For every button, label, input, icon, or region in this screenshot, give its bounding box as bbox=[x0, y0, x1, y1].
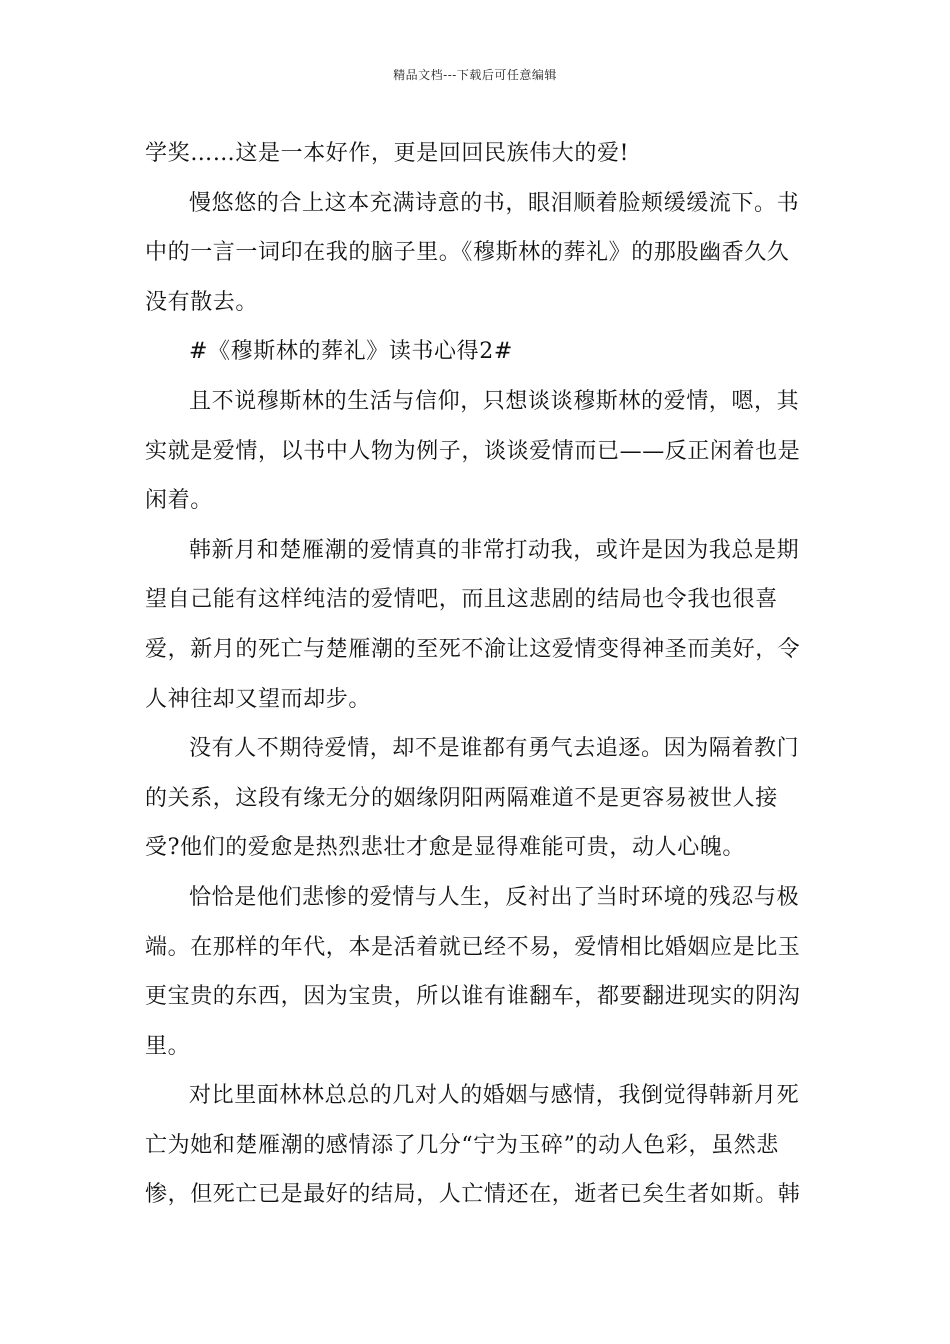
paragraph: 韩新月和楚雁潮的爱情真的非常打动我，或许是因为我总是期望自己能有这样纯洁的爱情吧，而且这悲剧的结局也令我也很喜爱，新月的死亡与楚雁潮的至死不渝让这爱情变得神圣而美好，令人神往却又望而却步。 bbox=[145, 537, 801, 712]
paragraph: 恰恰是他们悲惨的爱情与人生，反衬出了当时环境的残忍与极端。在那样的年代，本是活着就已经不易，爱情相比婚姻应是比玉更宝贵的东西，因为宝贵，所以谁有谁翻车，都要翻进现实的阴沟里。 bbox=[145, 884, 801, 1059]
paragraph: 没有人不期待爱情，却不是谁都有勇气去追逐。因为隔着教门的关系，这段有缘无分的姻缘阴阳两隔难道不是更容易被世人接受?他们的爱愈是热烈悲壮才愈是显得难能可贵，动人心魄。 bbox=[145, 736, 800, 861]
paragraph-continuation: 学奖……这是一本好作，更是回回民族伟大的爱! bbox=[145, 141, 630, 166]
paragraph: 慢悠悠的合上这本充满诗意的书，眼泪顺着脸颊缓缓流下。书中的一言一词印在我的脑子里。《穆斯林的葬礼》的那股幽香久久没有散去。 bbox=[145, 190, 800, 315]
paragraph: 对比里面林林总总的几对人的婚姻与感情，我倒觉得韩新月死亡为她和楚雁潮的感情添了几分“宁为玉碎”的动人色彩，虽然悲惨，但死亡已是最好的结局，人亡情还在，逝者已矣生者如斯。韩 bbox=[145, 1083, 801, 1208]
paragraph: 且不说穆斯林的生活与信仰，只想谈谈穆斯林的爱情，嗯，其实就是爱情，以书中人物为例子，谈谈爱情而已——反正闲着也是闲着。 bbox=[145, 388, 801, 514]
page-header: 精品文档---下载后可任意编辑 bbox=[393, 68, 557, 82]
section-heading: #《穆斯林的葬礼》读书心得2# bbox=[189, 339, 513, 365]
document-body bbox=[145, 129, 810, 1220]
